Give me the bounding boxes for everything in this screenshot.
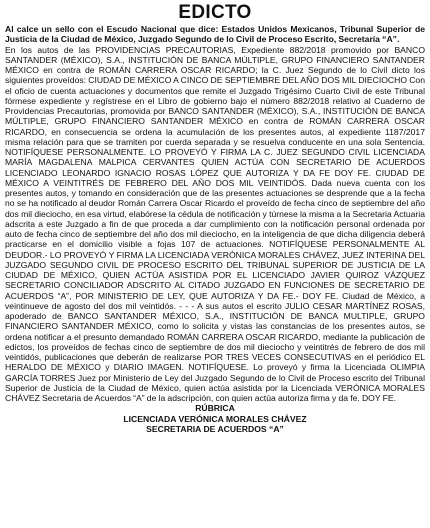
signatory-name: LICENCIADA VERÓNICA MORALES CHÁVEZ: [123, 413, 307, 424]
seal-description: Al calce un sello con el Escudo Nacional que dice: Estados Unidos Mexicanos, Tribunal Superior de Justicia de la Ciudad de México, Juzgado Segundo de lo Civil de Proceso Escrito, Secretaría “A”.: [5, 24, 425, 45]
document-body: [5, 24, 425, 403]
edict-text: En los autos de las PROVIDENCIAS PRECAUTORIAS, Expediente 882/2018 promovido por BANCO SANTANDER (MÉXICO), S.A., INSTITUCIÓN DE BANCA MÚLTIPLE, GRUPO FINANCIERO SANTANDER MÉXICO en contra de ROMÁN CARRERA OSCAR RICARDO; la C. Juez Segundo de lo Civil dicto los siguientes proveídos: CIUDAD DE MÉXICO A CINCO DE SEPTIEMBRE DEL AÑO DOS MIL DIECIOCHO Con el oficio de cuenta actuaciones y documentos que remite el Juzgado Trigésimo Cuarto Civil de este Tribunal fórmese expediente y regístrese en el Libro de gobierno bajo el número 882/2018 relativo al Cuaderno de Providencias Precautorias, promovida por BANCO SANTANDER (MÉXICO), S.A., INSTITUCIÓN DE BANCA MÚLTIPLE, GRUPO FINANCIERO SANTANDER MÉXICO en contra de ROMÁN CARRERA OSCAR RICARDO, en consecuencia se ordena la acumulación de los presentes autos, al expediente 1187/2017 misma relación para que se tramiten por cuerda separada y se resuelva conducente en una sola Sentencia. NOTIFÍQUESE PERSONALMENTE. LO PROVEYÓ Y FIRMA LA C. JUEZ SEGUNDO CIVIL LICENCIADA MARÍA MAGDALENA MALPICA CERVANTES QUIEN ACTÚA CON SECRETARIO DE ACUERDOS LICENCIADO LEONARDO IGNACIO ROSAS LÓPEZ QUE AUTORIZA Y DA FE DOY FE. CIUDAD DE MÉXICO A VEINTITRÉS DE FEBRERO DEL AÑO DOS MIL VEINTIDÓS. Dada nueva cuenta con los presentes autos, y tomando en consideración que de las presentes actuaciones se desprende que a la fecha no se ha notificado al deudor Román Carrera Oscar Ricardo el proveído de fecha cinco de septiembre del año dos mil dieciocho, en esa virtud, elabórese la cédula de notificación y túrnese la misma a la Secretaria Actuaria adscrita a este Juzgado a fin de que proceda a dar cumplimiento con la notificación personal ordenada por auto de fecha cinco de septiembre del año dos mil dieciocho, en la inteligencia de que dicha diligencia deberá practicarse en el domicilio visible a fojas 107 de actuaciones. NOTIFÍQUESE PERSONALMENTE AL DEUDOR.- LO PROVEYÓ Y FIRMA LA LICENCIADA VERÓNICA MORALES CHÁVEZ, JUEZ INTERINA DEL JUZGADO SEGUNDO CIVIL DE PROCESO ESCRITO DEL TRIBUNAL SUPERIOR DE JUSTICIA DE LA CIUDAD DE MÉXICO, QUIEN ACTÚA ASISTIDA POR EL LICENCIADO JAVIER QUIROZ VÁZQUEZ SECRETARIO CONCILIADOR ADSCRITO AL CITADO JUZGADO EN FUNCIONES DE SECRETARIO DE ACUERDOS “A”, POR MINISTERIO DE LEY, QUE AUTORIZA Y DA FE.- DOY FE. Ciudad de México, a veintinueve de agosto del dos mil veintidós. - - - A sus autos el escrito JULIO CESAR MARTÍNEZ ROSAS, apoderado de BANCO SANTANDER MÉXICO, S.A., INSTITUCIÓN DE BANCA MULTIPLE, GRUPO FINANCIERO SANTANDER MÉXICO, como lo solicita y vistas las constancias de los presentes autos, se ordena notificar a el presunto demandado ROMÁN CARRERA OSCAR RICARDO, mediante la publicación de edictos, los proveídos de fechas cinco de septiembre de dos mil dieciocho y veintitrés de febrero de dos mil veintidós, publicaciones que deberán de realizarse POR TRES VECES CONSECUTIVAS en el periódico EL HERALDO DE MÉXICO y DIARIO IMAGEN. NOTIFÍQUESE. Lo proveyó y firma la Licenciada OLIMPIA GARCÍA TORRES Juez por Ministerio de Ley del Juzgado Segundo de lo Civil de Proceso escrito del Tribunal Superior de Justicia de la Ciudad de México, quien actúa asistida por la Licenciada VERÓNICA MORALES CHÁVEZ Secretaria de Acuerdos “A” de la adscripción, con quien actúa autoriza firma y da fe. DOY FE.: [5, 44, 425, 403]
document-title: EDICTO: [178, 2, 252, 23]
signatory-position: SECRETARIA DE ACUERDOS “A”: [146, 423, 284, 434]
signature-label: RÚBRICA: [195, 403, 235, 414]
